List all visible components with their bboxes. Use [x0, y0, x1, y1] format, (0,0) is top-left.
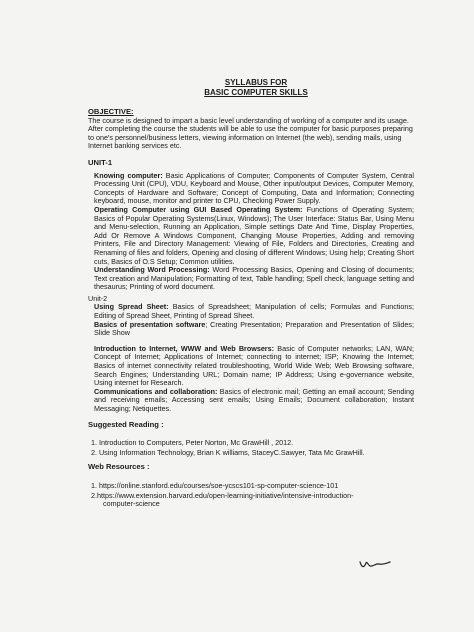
unit1-item-text: Word Processing Basics, Opening and Closing of documents; Text creation and Manipulation; Formatting of text, Table handling; Spell check, language setting and thesaurus; Printing of word document.	[94, 265, 414, 292]
objective-heading: OBJECTIVE:	[88, 107, 134, 116]
unit1-item-head: Understanding Word Processing:	[94, 265, 210, 275]
unit2-item-communications	[94, 388, 414, 414]
unit2-item-text: Basics of Spreadsheet; Manipulation of cells; Formulas and Functions; Editing of Spread Sheet, Printing of Spread Sheet.	[94, 302, 415, 321]
title-line-2: BASIC COMPUTER SKILLS	[204, 88, 308, 97]
unit1-item-head: Operating Computer using GUI Based Operating System:	[94, 204, 303, 214]
unit1-item-knowing-computer	[94, 172, 414, 206]
web-link-continued[interactable]: computer-science	[103, 499, 160, 509]
reading-item: 1. Introduction to Computers, Peter Norton, Mc GrawHill , 2012.	[91, 438, 294, 448]
unit1-item-text: Functions of Operating System; Basics of Popular Operating Systems(Linux, Windows); The User Interface: Status Bar, Using Menu and Menu-selection, Running an Application, Simple settings Date And Time, Display Properties, Add Or Remove A Windows Component, Changing Mouse Properties, Adding and removing Printers, File and Directory Management: Viewing of File, Folders and Directories, Creating and Renaming of files and folders, Opening and closing of different Windows; Using help; Creating Short cuts, Basics of O.S Setup; Common utilities.	[94, 204, 414, 266]
reading-item: 2. Using Information Technology, Brian K williams, StaceyC.Sawyer, Tata Mc GrawHill.	[91, 447, 365, 457]
unit2-item-text: Basic of Computer networks; LAN, WAN; Concept of Internet; Applications of Internet; connecting to internet; ISP; Knowing the Internet; Basics of internet connectivity related troubleshooting, World Wide Web; Web Browsing software, Search Engines; Understanding URL; Domain name; IP Address; Using e-governance website, Using internet for Research.	[94, 343, 414, 388]
unit2-item-text: Basics of electronic mail; Getting an email account; Sending and receiving emails; Accessing sent emails; Using Emails; Document collaboration; Instant Messaging; Netiquettes.	[94, 386, 414, 413]
unit2-label: Unit-2	[88, 293, 108, 303]
unit2-item-presentation	[94, 321, 414, 338]
objective-text: The course is designed to impart a basic level understanding of working of a computer and its usage. After completing the course the students will be able to use the computer for basic purposes preparing to one's personnel/business letters, viewing information on Internet (the web), sending mails, using Internet banking services etc.	[88, 115, 413, 151]
suggested-reading-heading: Suggested Reading :	[88, 419, 164, 429]
unit1-label: UNIT-1	[88, 157, 113, 167]
signature-mark	[358, 556, 392, 570]
unit2-item-head: Using Spread Sheet:	[94, 302, 169, 312]
unit2-item-spreadsheet	[94, 303, 414, 320]
unit1-item-text: Basic Applications of Computer; Components of Computer System, Central Processing Unit (CPU), VDU, Keyboard and Mouse, Other input/output Devices, Computer Memory, Concepts of Hardware and Software; Concept of Computing, Data and Information; Connecting keyboard, mouse, monitor and printer to CPU, Checking Power Supply.	[94, 170, 414, 206]
unit2-item-text: ; Creating Presentation; Preparation and Presentation of Slides; Slide Show	[94, 319, 414, 338]
web-list	[91, 482, 414, 509]
title-line-1: SYLLABUS FOR	[224, 78, 288, 87]
web-link[interactable]: 2.https://www.extension.harvard.edu/open-learning-initiative/intensive-introduction-	[91, 490, 354, 500]
unit1-item-operating-computer	[94, 206, 414, 266]
web-resources-heading: Web Resources :	[88, 462, 150, 472]
unit2-item-head: Communications and collaboration:	[94, 386, 218, 396]
reading-list	[91, 439, 414, 457]
unit2-item-internet	[94, 345, 414, 388]
unit1-item-head: Knowing computer:	[94, 170, 163, 180]
web-link[interactable]: 1. https://online.stanford.edu/courses/soe-ycscs101-sp-computer-science-101	[91, 480, 339, 490]
unit2-item-head: Basics of presentation software	[94, 319, 206, 329]
unit1-item-word-processing	[94, 266, 414, 292]
unit2-item-head: Introduction to Internet, WWW and Web Browsers:	[94, 343, 275, 353]
